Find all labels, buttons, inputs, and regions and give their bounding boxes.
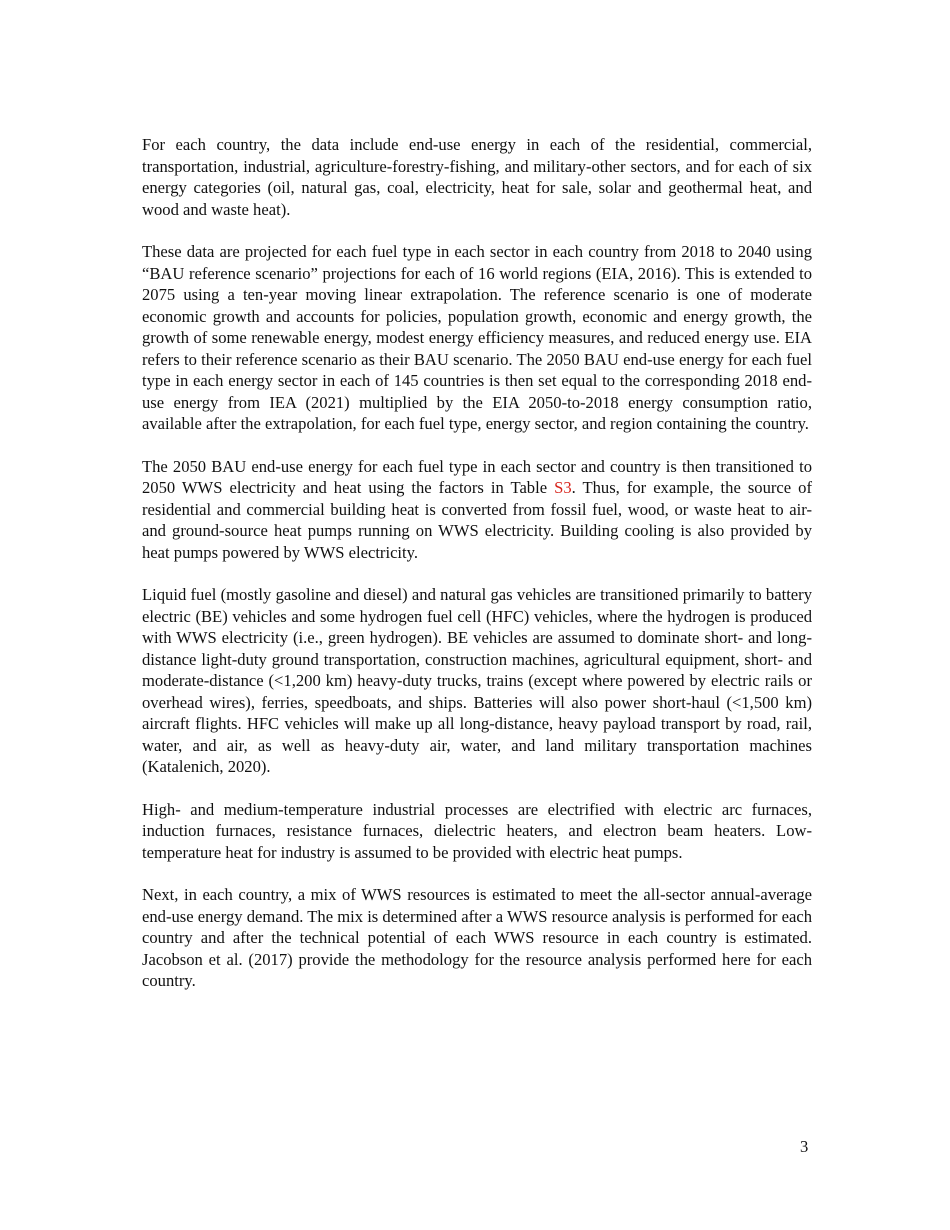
page-body xyxy=(142,134,812,1013)
paragraph-projection-method: These data are projected for each fuel type in each sector in each country from 2018 to 2040 using “BAU reference scenario” projections for each of 16 world regions (EIA, 2016). This is extended to 2075 using a ten-year moving linear extrapolation. The reference scenario is one of moderate economic growth and accounts for policies, population growth, economic and energy growth, the growth of some renewable energy, modest energy efficiency measures, and reduced energy use. EIA refers to their reference scenario as their BAU scenario. The 2050 BAU end-use energy for each fuel type in each energy sector in each of 145 countries is then set equal to the corresponding 2018 end-use energy from IEA (2021) multiplied by the EIA 2050-to-2018 energy consumption ratio, available after the extrapolation, for each fuel type, energy sector, and region containing the country. xyxy=(142,242,812,433)
page-number: 3 xyxy=(800,1137,809,1156)
paragraph-data-sectors: For each country, the data include end-use energy in each of the residential, commercial, transportation, industrial, agriculture-forestry-fishing, and military-other sectors, and for each of six energy categories (oil, natural gas, coal, electricity, heat for sale, solar and geothermal heat, and wood and waste heat). xyxy=(142,135,812,219)
paragraph-vehicle-transition: Liquid fuel (mostly gasoline and diesel) and natural gas vehicles are transitioned primarily to battery electric (BE) vehicles and some hydrogen fuel cell (HFC) vehicles, where the hydrogen is produced with WWS electricity (i.e., green hydrogen). BE vehicles are assumed to dominate short- and long-distance light-duty ground transportation, construction machines, agricultural equipment, short- and moderate-distance (<1,200 km) heavy-duty trucks, trains (except where powered by electric rails or overhead wires), ferries, speedboats, and ships. Batteries will also power short-haul (<1,500 km) aircraft flights. HFC vehicles will make up all long-distance, heavy payload transport by road, rail, water, and air, as well as heavy-duty air, water, and land military transportation machines (Katalenich, 2020). xyxy=(142,585,812,776)
paragraph-text-before-link: The 2050 BAU end-use energy for each fuel type in each sector and country is then transitioned to 2050 WWS electricity and heat using the factors in Table xyxy=(142,456,812,497)
paragraph-wws-resource-mix: Next, in each country, a mix of WWS resources is estimated to meet the all-sector annual-average end-use energy demand. The mix is determined after a WWS resource analysis is performed for each country and after the technical potential of each WWS resource in each country is estimated. Jacobson et al. (2017) provide the methodology for the resource analysis performed here for each country. xyxy=(142,885,812,990)
table-s3-link[interactable]: S3 xyxy=(554,478,572,497)
paragraph-text-after-link: . Thus, for example, the source of residential and commercial building heat is converted from fossil fuel, wood, or waste heat to air- and ground-source heat pumps running on WWS electricity. Building cooling is also provided by heat pumps powered by WWS electricity. xyxy=(142,478,812,562)
paragraph-transition-factors xyxy=(142,456,812,564)
paragraph-industrial-processes: High- and medium-temperature industrial processes are electrified with electric arc furnaces, induction furnaces, resistance furnaces, dielectric heaters, and electron beam heaters. Low-temperature heat for industry is assumed to be provided with electric heat pumps. xyxy=(142,799,812,862)
